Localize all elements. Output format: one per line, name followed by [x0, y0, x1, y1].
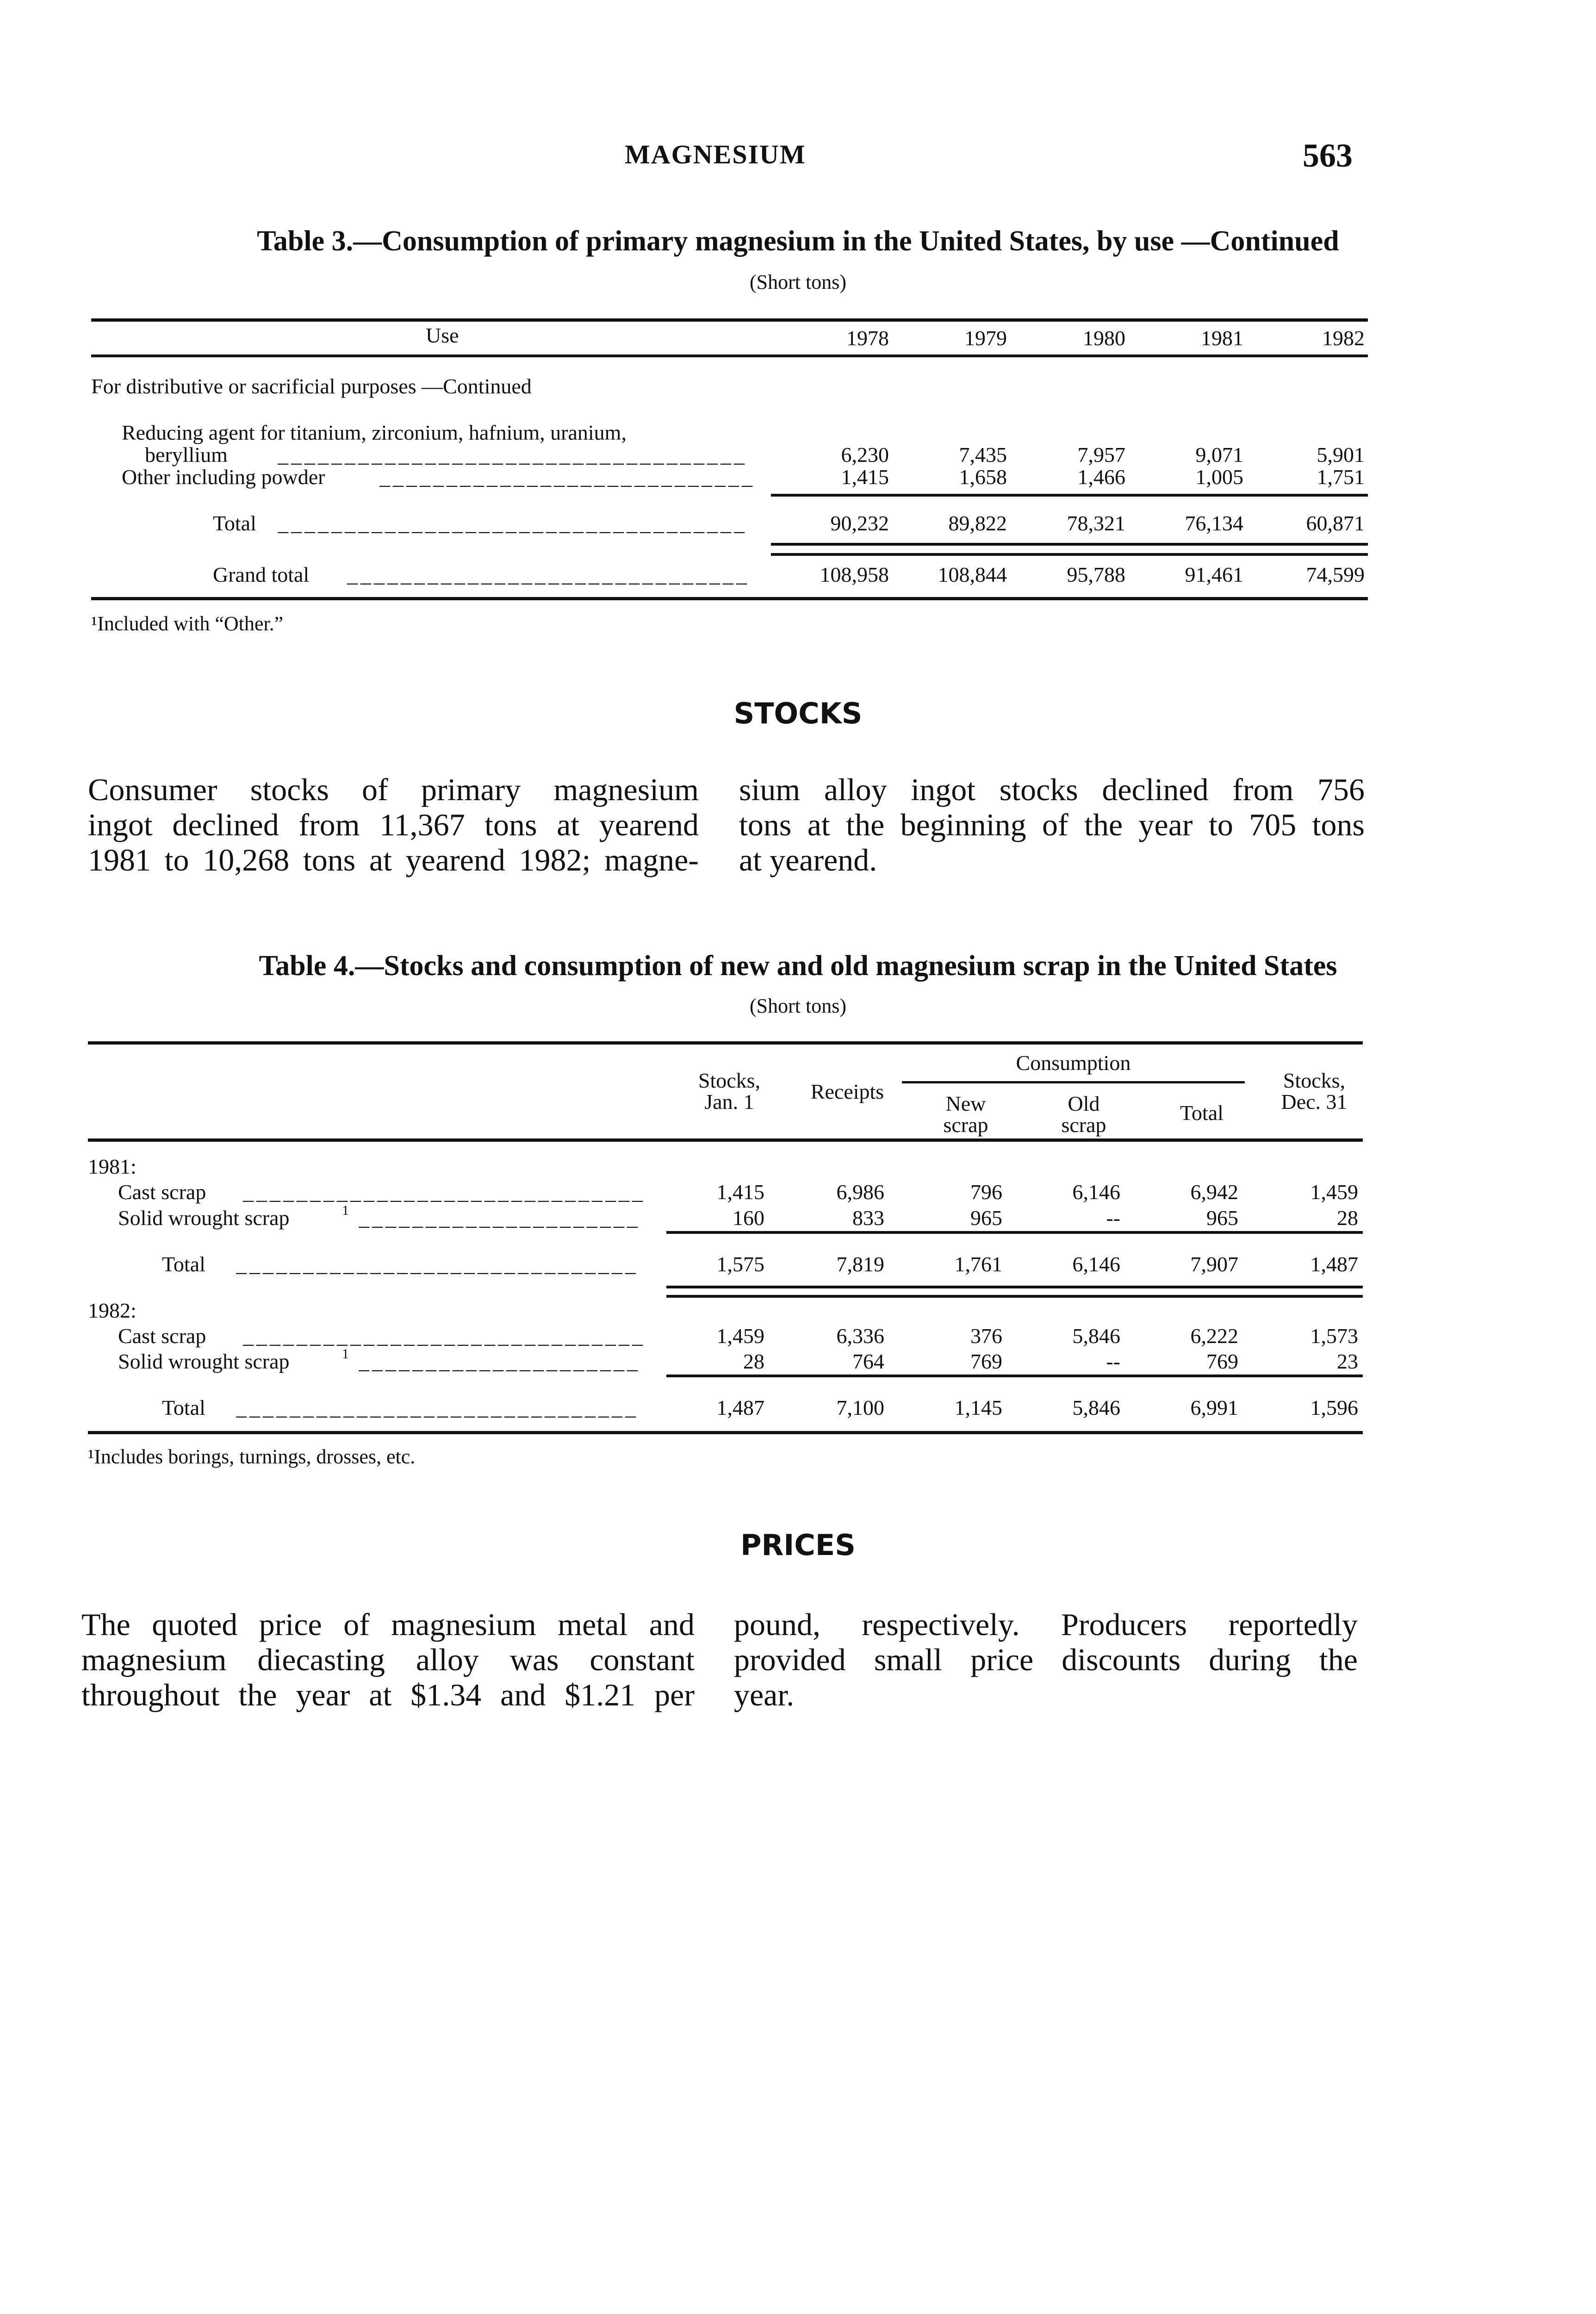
column-header-stocks-dec-31: Stocks, — [1283, 1069, 1346, 1092]
text-line: at yearend. — [739, 842, 877, 877]
table-rule — [88, 1041, 1363, 1045]
text-line: year. — [734, 1677, 795, 1712]
page-number: 563 — [1303, 137, 1353, 174]
column-header-use: Use — [426, 323, 459, 347]
table-cell: -- — [1106, 1350, 1120, 1373]
stocks-paragraph-left — [88, 772, 699, 877]
table-cell: 1,459 — [716, 1324, 764, 1348]
table-cell: 6,146 — [1072, 1180, 1120, 1204]
table-cell: 1,415 — [716, 1180, 764, 1204]
table-cell: 769 — [970, 1350, 1002, 1373]
text-line: Consumer stocks of primary magnesium — [88, 772, 699, 807]
table-rule — [902, 1081, 1245, 1083]
table-cell: 23 — [1337, 1350, 1358, 1373]
table-cell: 28 — [743, 1350, 764, 1373]
table-rule — [771, 543, 1368, 546]
footnote-marker: 1 — [342, 1203, 349, 1218]
table-cell: 1,751 — [1317, 465, 1365, 489]
prices-paragraph-left — [81, 1607, 695, 1712]
table-cell: 965 — [970, 1206, 1002, 1230]
table-rule — [91, 318, 1368, 322]
dot-leader: ______________________________ — [236, 1396, 639, 1419]
row-label: Reducing agent for titanium, zirconium, hafnium, uranium, — [122, 421, 627, 444]
stocks-paragraph-right — [739, 772, 1365, 877]
table-cell: 6,986 — [836, 1180, 884, 1204]
dot-leader: _____________________ — [359, 1207, 640, 1230]
table-cell: 1,487 — [1310, 1252, 1358, 1276]
column-header-year: 1981 — [1201, 326, 1243, 350]
text-line: 1981 to 10,268 tons at yearend 1982; magne- — [88, 842, 699, 877]
dot-leader: ______________________________ — [236, 1253, 639, 1276]
table-rule — [771, 494, 1368, 497]
table-cell: 1,466 — [1077, 465, 1125, 489]
column-header-stocks-jan-1: Stocks, — [698, 1069, 761, 1092]
text-line: sium alloy ingot stocks declined from 756 — [739, 772, 1365, 807]
table-cell: 74,599 — [1306, 563, 1365, 586]
table-cell: 376 — [970, 1324, 1002, 1348]
dot-leader: ______________________________ — [347, 563, 750, 586]
table-cell: 160 — [733, 1206, 764, 1230]
column-header-new-scrap: scrap — [943, 1113, 988, 1137]
table-rule — [88, 1138, 1363, 1142]
prices-paragraph-right — [734, 1607, 1358, 1712]
footnote-marker: 1 — [342, 1346, 349, 1362]
table-rule — [88, 1431, 1363, 1434]
table-rule — [91, 597, 1368, 600]
table-cell: 76,134 — [1185, 511, 1243, 535]
table-cell: 5,846 — [1072, 1324, 1120, 1348]
prices-heading: PRICES — [740, 1528, 856, 1562]
table-cell: -- — [1106, 1206, 1120, 1230]
table-rule — [91, 355, 1368, 357]
table-rule — [666, 1295, 1363, 1298]
table3-title: Table 3.—Consumption of primary magnesium in the United States, by use —Continued — [257, 225, 1339, 257]
column-header-stocks-dec-31: Dec. 31 — [1281, 1090, 1348, 1113]
row-label: Cast scrap — [118, 1180, 206, 1204]
table-cell: 89,822 — [948, 511, 1007, 535]
table-cell: 5,846 — [1072, 1396, 1120, 1419]
column-header-year: 1982 — [1322, 326, 1365, 350]
table-cell: 1,415 — [841, 465, 889, 489]
table3-footnote: ¹Included with “Other.” — [91, 612, 284, 635]
table-cell: 1,575 — [716, 1252, 764, 1276]
column-header-consumption: Consumption — [1016, 1051, 1131, 1075]
row-label: Grand total — [213, 563, 310, 586]
table-cell: 108,844 — [938, 563, 1007, 586]
dot-leader: ___________________________________ — [278, 512, 747, 535]
table-cell: 7,819 — [836, 1252, 884, 1276]
table-cell: 6,991 — [1190, 1396, 1238, 1419]
row-label: Total — [213, 511, 256, 535]
text-line: tons at the beginning of the year to 705 tons — [739, 807, 1365, 842]
table-cell: 833 — [852, 1206, 884, 1230]
running-title: MAGNESIUM — [625, 139, 806, 169]
row-label: Total — [162, 1252, 205, 1276]
table-cell: 796 — [970, 1180, 1002, 1204]
text-line: throughout the year at $1.34 and $1.21 per — [81, 1677, 695, 1712]
dot-leader: _____________________ — [359, 1350, 640, 1373]
column-header-old-scrap: scrap — [1061, 1113, 1106, 1137]
table4-title: Table 4.—Stocks and consumption of new and old magnesium scrap in the United States — [259, 950, 1337, 982]
column-header-stocks-jan-1: Jan. 1 — [704, 1090, 754, 1113]
table-cell: 7,957 — [1077, 443, 1125, 467]
column-header-old-scrap: Old — [1068, 1092, 1100, 1115]
table-cell: 1,761 — [954, 1252, 1002, 1276]
stocks-heading: STOCKS — [733, 697, 863, 730]
table-cell: 1,005 — [1195, 465, 1243, 489]
text-line: magnesium diecasting alloy was constant — [81, 1642, 695, 1677]
table-cell: 7,435 — [959, 443, 1007, 467]
column-header-new-scrap: New — [945, 1092, 986, 1115]
group-year-label: 1981: — [88, 1155, 137, 1178]
table-cell: 6,230 — [841, 443, 889, 467]
dot-leader: ___________________________________ — [278, 443, 747, 467]
table-cell: 965 — [1206, 1206, 1238, 1230]
dot-leader: ____________________________ — [379, 466, 755, 489]
row-label: Solid wrought scrap — [118, 1206, 290, 1230]
table-cell: 95,788 — [1067, 563, 1125, 586]
table-rule — [666, 1375, 1363, 1377]
column-header-receipts: Receipts — [810, 1080, 884, 1103]
row-label: Cast scrap — [118, 1324, 206, 1348]
table-cell: 1,596 — [1310, 1396, 1358, 1419]
table-cell: 1,487 — [716, 1396, 764, 1419]
text-line: provided small price discounts during the — [734, 1642, 1358, 1677]
group-year-label: 1982: — [88, 1299, 137, 1322]
column-header-year: 1979 — [964, 326, 1007, 350]
table-cell: 6,942 — [1190, 1180, 1238, 1204]
table4-footnote: ¹Includes borings, turnings, drosses, etc. — [88, 1445, 416, 1468]
table-cell: 60,871 — [1306, 511, 1365, 535]
section-label: For distributive or sacrificial purposes —Continued — [91, 374, 532, 398]
table-cell: 6,146 — [1072, 1252, 1120, 1276]
table-rule — [771, 553, 1368, 556]
table-rule — [666, 1231, 1363, 1234]
text-line: ingot declined from 11,367 tons at yearend — [88, 807, 699, 842]
table-cell: 1,573 — [1310, 1324, 1358, 1348]
table-cell: 764 — [852, 1350, 884, 1373]
column-header-year: 1980 — [1083, 326, 1125, 350]
column-header-total: Total — [1180, 1101, 1223, 1125]
table-cell: 7,100 — [836, 1396, 884, 1419]
row-label: beryllium — [145, 443, 228, 467]
text-line: pound, respectively. Producers reportedly — [734, 1607, 1358, 1642]
table-cell: 6,336 — [836, 1324, 884, 1348]
row-label: Other including powder — [122, 465, 325, 489]
table-cell: 28 — [1337, 1206, 1358, 1230]
table3-units: (Short tons) — [750, 271, 846, 293]
table-cell: 5,901 — [1317, 443, 1365, 467]
table-cell: 7,907 — [1190, 1252, 1238, 1276]
table-cell: 108,958 — [820, 563, 889, 586]
table-rule — [666, 1286, 1363, 1288]
table4-units: (Short tons) — [750, 995, 846, 1017]
row-label: Total — [162, 1396, 205, 1419]
table-cell: 9,071 — [1195, 443, 1243, 467]
table-cell: 1,459 — [1310, 1180, 1358, 1204]
table-cell: 1,658 — [959, 465, 1007, 489]
table-cell: 91,461 — [1185, 563, 1243, 586]
table-cell: 90,232 — [830, 511, 889, 535]
dot-leader: ______________________________ — [243, 1181, 646, 1204]
table-cell: 1,145 — [954, 1396, 1002, 1419]
table-cell: 78,321 — [1067, 511, 1125, 535]
column-header-year: 1978 — [846, 326, 889, 350]
table-cell: 6,222 — [1190, 1324, 1238, 1348]
dot-leader: ______________________________ — [243, 1325, 646, 1348]
text-line: The quoted price of magnesium metal and — [81, 1607, 695, 1642]
row-label: Solid wrought scrap — [118, 1350, 290, 1373]
table-cell: 769 — [1206, 1350, 1238, 1373]
